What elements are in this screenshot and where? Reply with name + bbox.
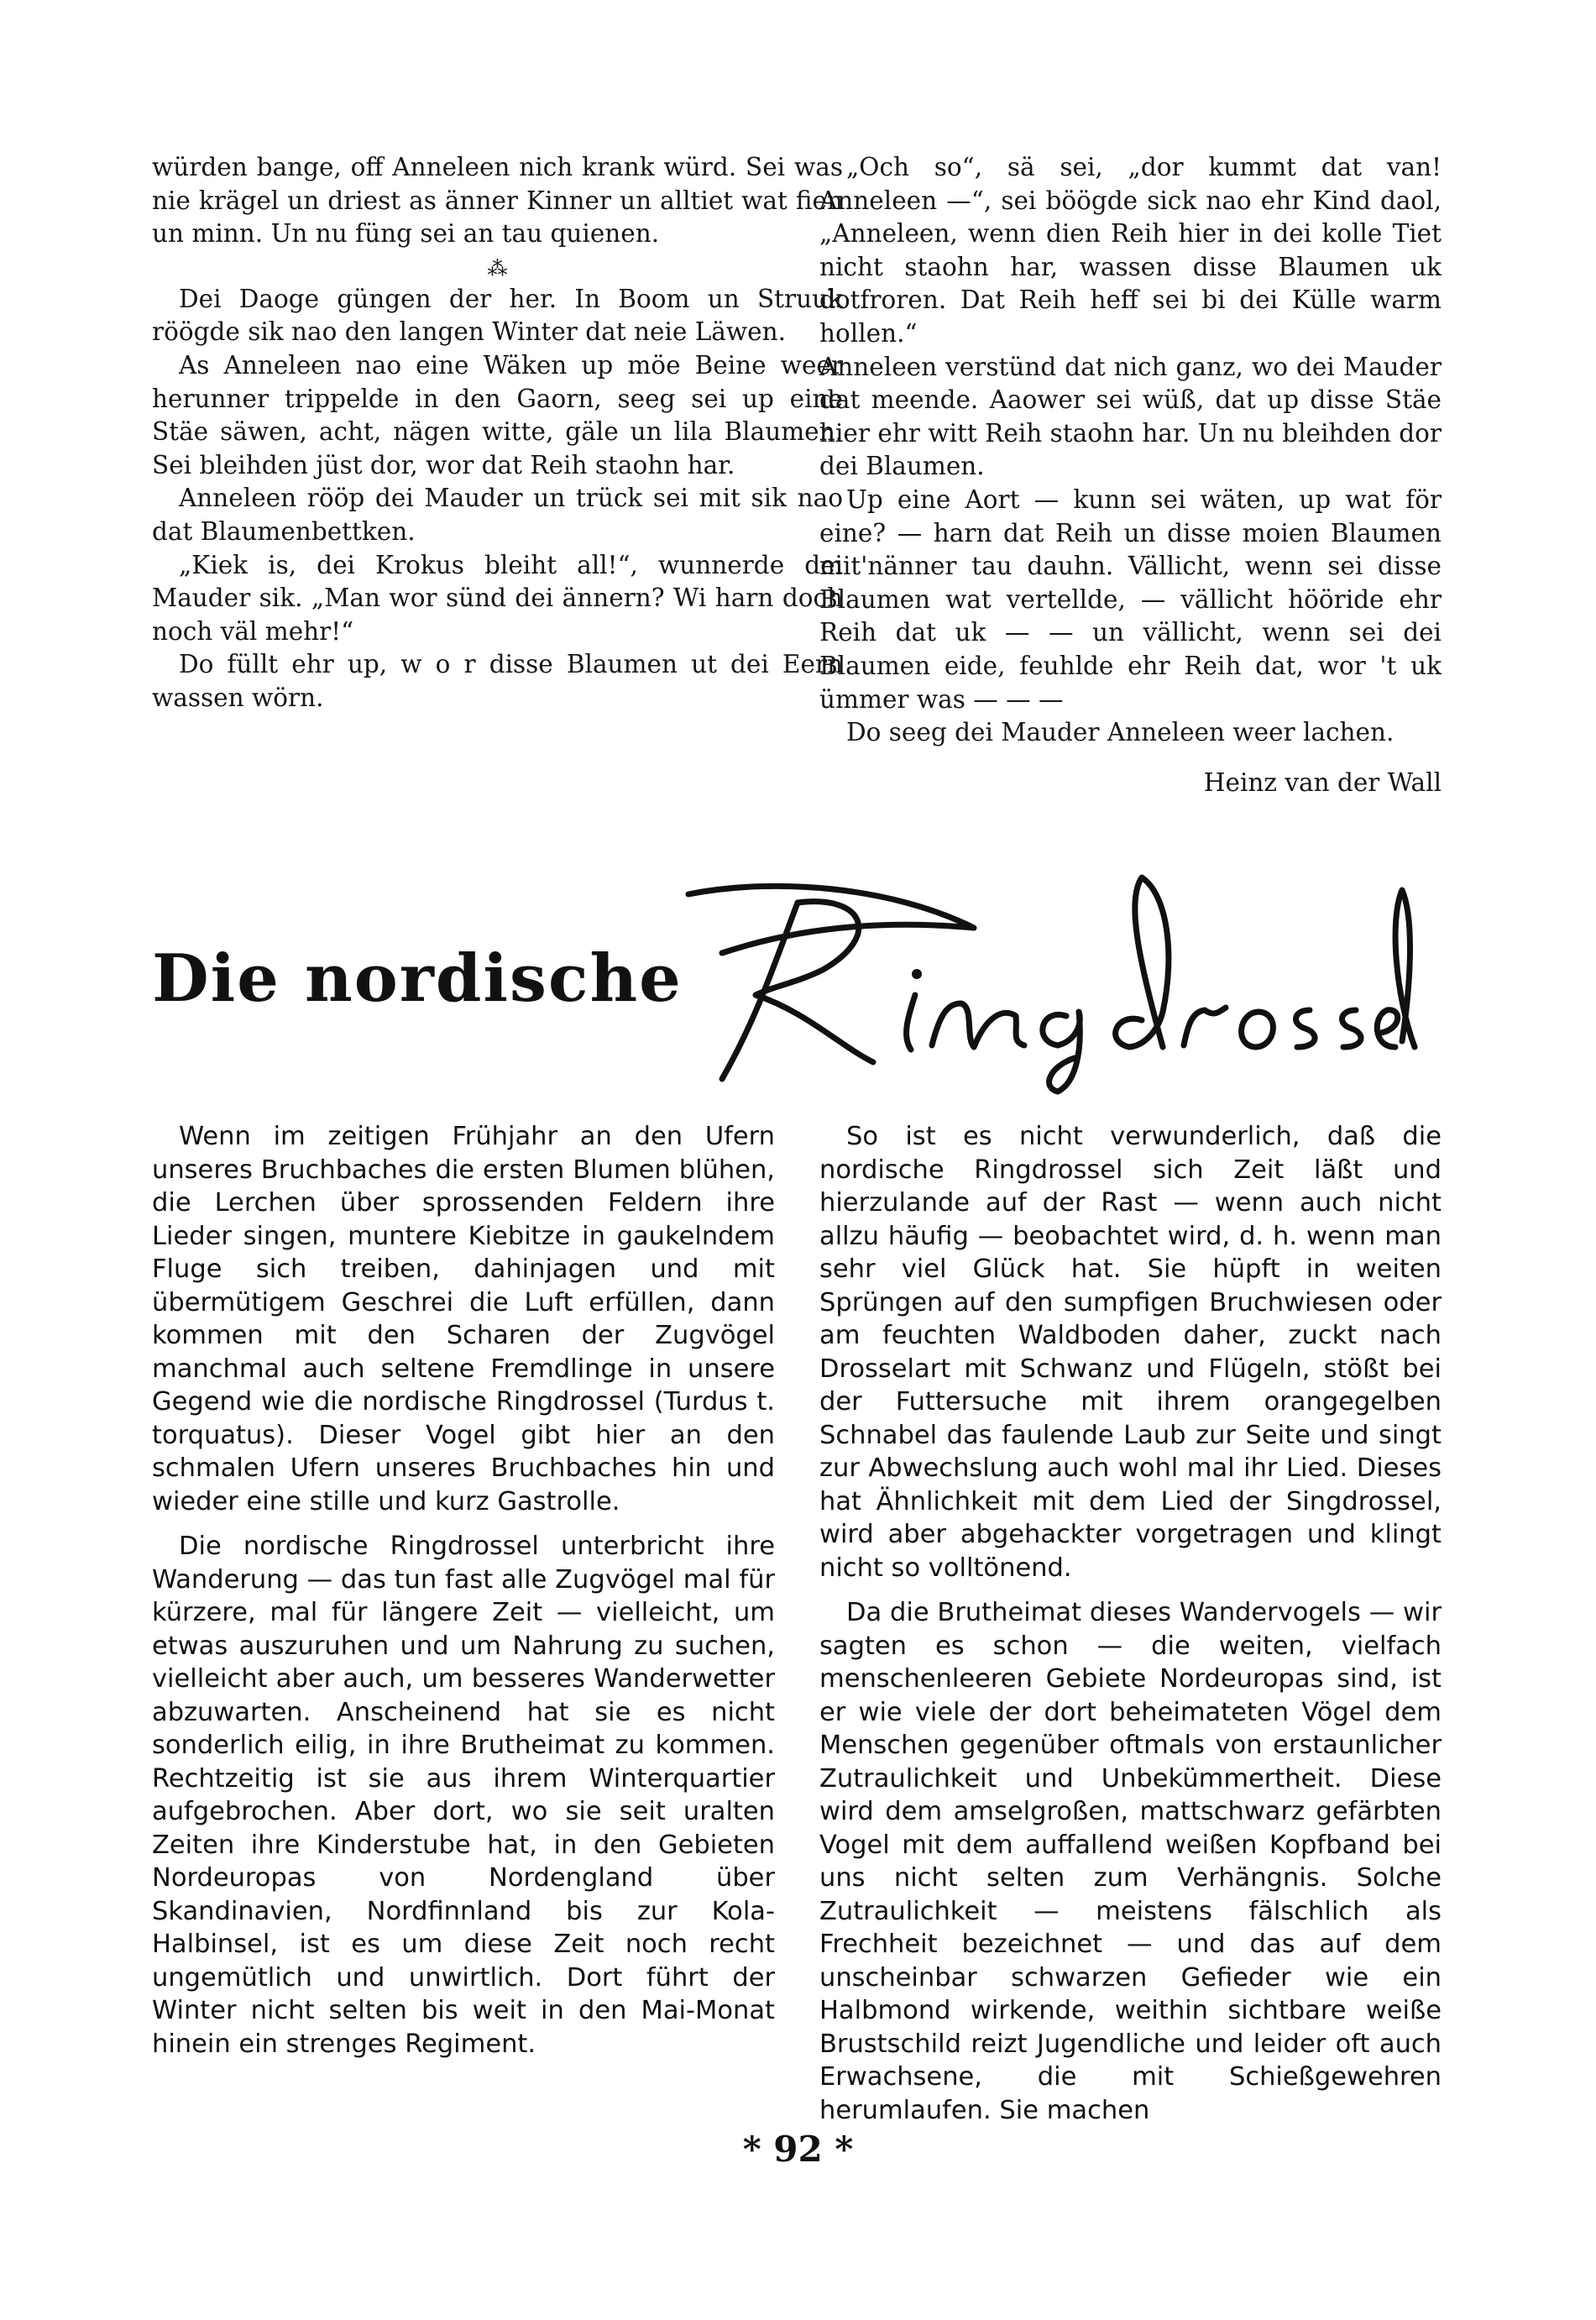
story-paragraph: Anneleen verstünd dat nich ganz, wo dei Mauder dat meende. Aaower sei wüß, dat up disse Stäe hier ehr witt Reih staohn har. Un nu bleihden dor dei Blaumen. bbox=[819, 352, 1442, 481]
article-paragraph: Die nordische Ringdrossel unterbricht ihre Wanderung — das tun fast alle Zugvögel mal für kürzere, mal für längere Zeit — vielleicht, um etwas auszuruhen und um Nahrung zu suchen, vielleicht aber auch, um besseres Wanderwetter abzuwarten. Anscheinend hat sie es nicht sonderlich eilig, in ihre Brutheimat zu kommen. Rechtzeitig ist sie aus ihrem Winterquartier aufgebrochen. Aber dort, wo sie seit uralten Zeiten ihre Kinderstube hat, in den Gebieten Nordeuropas von Nordengland über Skandinavien, Nordfinnland bis zur Kola-Halbinsel, ist es um diese Zeit noch recht ungemütlich und unwirtlich. Dort führt der Winter nicht selten bis weit in den Mai-Monat hinein ein strenges Regiment. bbox=[152, 1532, 775, 2059]
article-column-right bbox=[819, 1120, 1442, 2139]
story-paragraph: Dei Daoge güngen der her. In Boom un Struuk röögde sik nao den langen Winter dat neie Läwen. bbox=[152, 284, 843, 347]
story-author: Heinz van der Wall bbox=[1203, 767, 1442, 797]
story-paragraph: Do seeg dei Mauder Anneleen weer lachen. bbox=[846, 718, 1395, 747]
article-paragraph: Wenn im zeitigen Frühjahr an den Ufern unseres Bruchbaches die ersten Blumen blühen, die Lerchen über sprossenden Feldern ihre Lieder singen, muntere Kiebitze in gaukelndem Fluge sich treiben, dahinjagen und mit übermütigem Geschrei die Luft erfüllen, dann kommen mit den Scharen der Zugvögel manchmal auch seltene Fremdlinge in unsere Gegend wie die nordische Ringdrossel (Turdus t. torquatus). Dieser Vogel gibt hier an den schmalen Ufern unseres Bruchbaches hin und wieder eine stille und kurz Gastrolle. bbox=[152, 1122, 775, 1516]
story-paragraph: „Kiek is, dei Krokus bleiht all!“, wunnerde dei Mauder sik. „Man wor sünd dei ännern? Wi harn doch noch väl mehr!“ bbox=[152, 550, 843, 646]
article-paragraph: Da die Brutheimat dieses Wandervogels — wir sagten es schon — die weiten, vielfach menschenleeren Gebiete Nordeuropas sind, ist er wie viele der dort beheimateten Vögel dem Menschen gegenüber oftmals von erstaunlicher Zutraulichkeit und Unbekümmertheit. Diese wird dem amselgroßen, mattschwarz gefärbten Vogel mit dem auffallend weißen Kopfband bei uns nicht selten zum Verhängnis. Solche Zutraulichkeit — meistens fälschlich als Frechheit bezeichnet — und das auf dem unscheinbar schwarzen Gefieder wie ein Halbmond wirkende, weithin sichtbare weiße Brustschild reizt Jugendliche und leider oft auch Erwachsene, die mit Schießgewehren herumlaufen. Sie machen bbox=[819, 1598, 1442, 2125]
story-column-left bbox=[152, 151, 843, 715]
story-paragraph: „Och so“, sä sei, „dor kummt dat van! Anneleen —“, sei böögde sick nao ehr Kind daol, „Anneleen, wenn dien Reih hier in dei kolle Tiet nicht staohn har, wassen disse Blaumen uk dotfroren. Dat Reih heff sei bi dei Külle warm hollen.“ bbox=[819, 153, 1442, 348]
story-paragraph: As Anneleen nao eine Wäken up möe Beine weer herunner trippelde in den Gaorn, seeg sei up eine Stäe säwen, acht, nägen witte, gäle un lila Blaumen. Sei bleihden jüst dor, wor dat Reih staohn har. bbox=[152, 350, 843, 479]
article-title-plain: Die nordische bbox=[152, 940, 683, 1017]
article-title-script: Ringdrossel bbox=[1045, 1089, 1051, 1090]
story-paragraph: Do füllt ehr up, w o r disse Blaumen ut dei Eern wassen wörn. bbox=[152, 650, 843, 712]
story-paragraph: würden bange, off Anneleen nich krank würd. Sei was nie krägel un driest as änner Kinner un alltiet wat fien un minn. Un nu füng sei an tau quienen. bbox=[152, 153, 843, 249]
article-column-left bbox=[152, 1120, 775, 2072]
story-paragraph: Up eine Aort — kunn sei wäten, up wat för eine? — harn dat Reih un disse moien Blaumen mit'nänner tau dauhn. Vällicht, wenn sei disse Blaumen wat vertellde, — vällicht hööride ehr Reih dat uk — — un vällicht, wenn sei dei Blaumen eide, feuhlde ehr Reih dat, wor 't uk ümmer was — — — bbox=[819, 484, 1442, 714]
page-number: * 92 * bbox=[742, 2129, 854, 2170]
story-paragraph: Anneleen rööp dei Mauder un trück sei mit sik nao dat Blaumenbettken. bbox=[152, 484, 843, 546]
article-title-script-logo bbox=[672, 869, 1419, 1096]
article-paragraph: So ist es nicht verwunderlich, daß die nordische Ringdrossel sich Zeit läßt und hierzulande auf der Rast — wenn auch nicht allzu häufig — beobachtet wird, d. h. wenn man sehr viel Glück hat. Sie hüpft in weiten Sprüngen auf den sumpfigen Bruchwiesen oder am feuchten Waldboden daher, zuckt nach Drosselart mit Schwanz und Flügeln, stößt bei der Futtersuche mit ihrem orangegelben Schnabel das faulende Laub zur Seite und singt zur Abwechslung auch wohl mal ihr Lied. Dieses hat Ähnlichkeit mit dem Lied der Singdrossel, wird aber abgehackter vorgetragen und klingt nicht so volltönend. bbox=[819, 1122, 1442, 1583]
section-separator: ⁂ bbox=[487, 256, 508, 280]
story-column-right bbox=[819, 151, 1442, 799]
